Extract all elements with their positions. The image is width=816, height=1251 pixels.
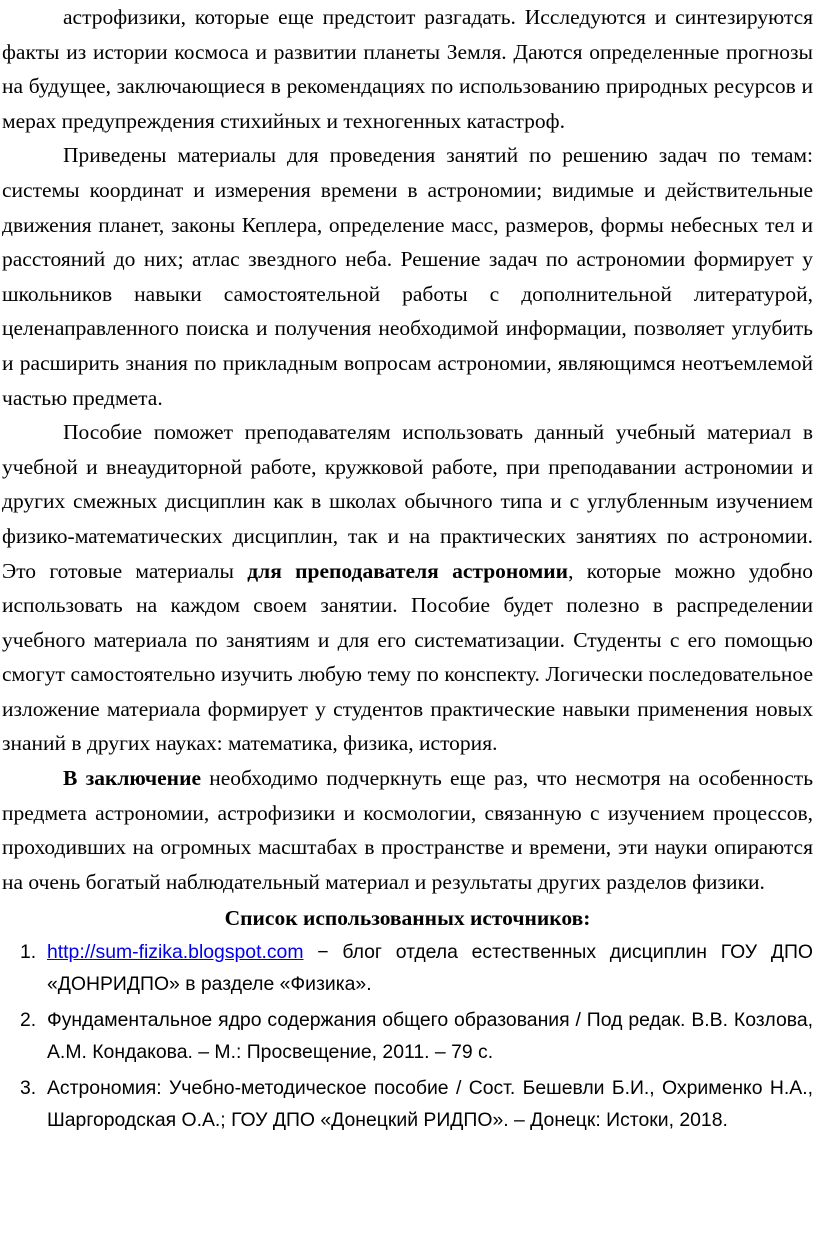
- reference-item: [2, 1072, 813, 1137]
- paragraph-teacher-guide-text-start: Пособие поможет преподавателям использовать данный учебный материал в учебной и внеаудиторной работе, кружковой работе, при преподавании астрономии и других смежных дисциплин как в школах обычного типа и с углубленным изучением физико-математических дисциплин, так и на практических занятиях по астрономии. Это готовые материалы: [2, 420, 813, 583]
- reference-item: [2, 1004, 813, 1069]
- reference-text: Астрономия: Учебно-методическое пособие / Сост. Бешевли Б.И., Охрименко Н.А., Шаргородская О.А.; ГОУ ДПО «Донецкий РИДПО». – Донецк: Истоки, 2018.: [47, 1076, 813, 1132]
- paragraph-problem-materials: Приведены материалы для проведения занятий по решению задач по темам: системы координат и измерения времени в астрономии; видимые и действительные движения планет, законы Кеплера, определение масс, размеров, формы небесных тел и расстояний до них; атлас звездного неба. Решение задач по астрономии формирует у школьников навыки самостоятельной работы с дополнительной литературой, целенаправленного поиска и получения необходимой информации, позволяет углубить и расширить знания по прикладным вопросам астрономии, являющимся неотъемлемой частью предмета.: [2, 143, 813, 410]
- document-page: [2, 0, 813, 1139]
- reference-number: 3.: [20, 1076, 37, 1099]
- reference-text: Фундаментальное ядро содержания общего образования / Под редак. В.В. Козлова, А.М. Кондакова. – М.: Просвещение, 2011. – 79 с.: [47, 1008, 813, 1064]
- references-heading: Список использованных источников:: [224, 906, 591, 931]
- paragraph-conclusion-text: необходимо подчеркнуть еще раз, что несмотря на особенность предмета астрономии, астрофизики и космологии, связанную с изучением процессов, проходивших на огромных масштабах в пространстве и времени, эти науки опираются на очень богатый наблюдательный материал и результаты других разделов физики.: [2, 766, 814, 894]
- reference-text: − блог отдела естественных дисциплин ГОУ ДПО «ДОНРИДПО» в разделе «Физика».: [47, 941, 813, 996]
- references-list: [2, 936, 813, 1136]
- paragraph-astrophysics-continuation: астрофизики, которые еще предстоит разгадать. Исследуются и синтезируются факты из истории космоса и развитии планеты Земля. Даются определенные прогнозы на будущее, заключающиеся в рекомендациях по использованию природных ресурсов и мерах предупреждения стихийных и техногенных катастроф.: [2, 5, 813, 133]
- bold-phrase-conclusion: В заключение: [63, 766, 202, 791]
- reference-item: [2, 936, 813, 1001]
- paragraph-conclusion: [2, 761, 813, 899]
- reference-link[interactable]: http://sum-fizika.blogspot.com: [47, 941, 304, 964]
- paragraph-teacher-guide-text-end: , которые можно удобно использовать на каждом своем занятии. Пособие будет полезно в распределении учебного материала по занятиям и для его систематизации. Студенты с его помощью смогут самостоятельно изучить любую тему по конспекту. Логически последовательное изложение материала формирует у студентов практические навыки применения новых знаний в других науках: математика, физика, история.: [2, 558, 813, 756]
- bold-phrase-for-teacher: для преподавателя астрономии: [247, 558, 569, 583]
- reference-number: 2.: [20, 1008, 37, 1031]
- reference-number: 1.: [20, 941, 37, 964]
- paragraph-teacher-guide: [2, 415, 813, 761]
